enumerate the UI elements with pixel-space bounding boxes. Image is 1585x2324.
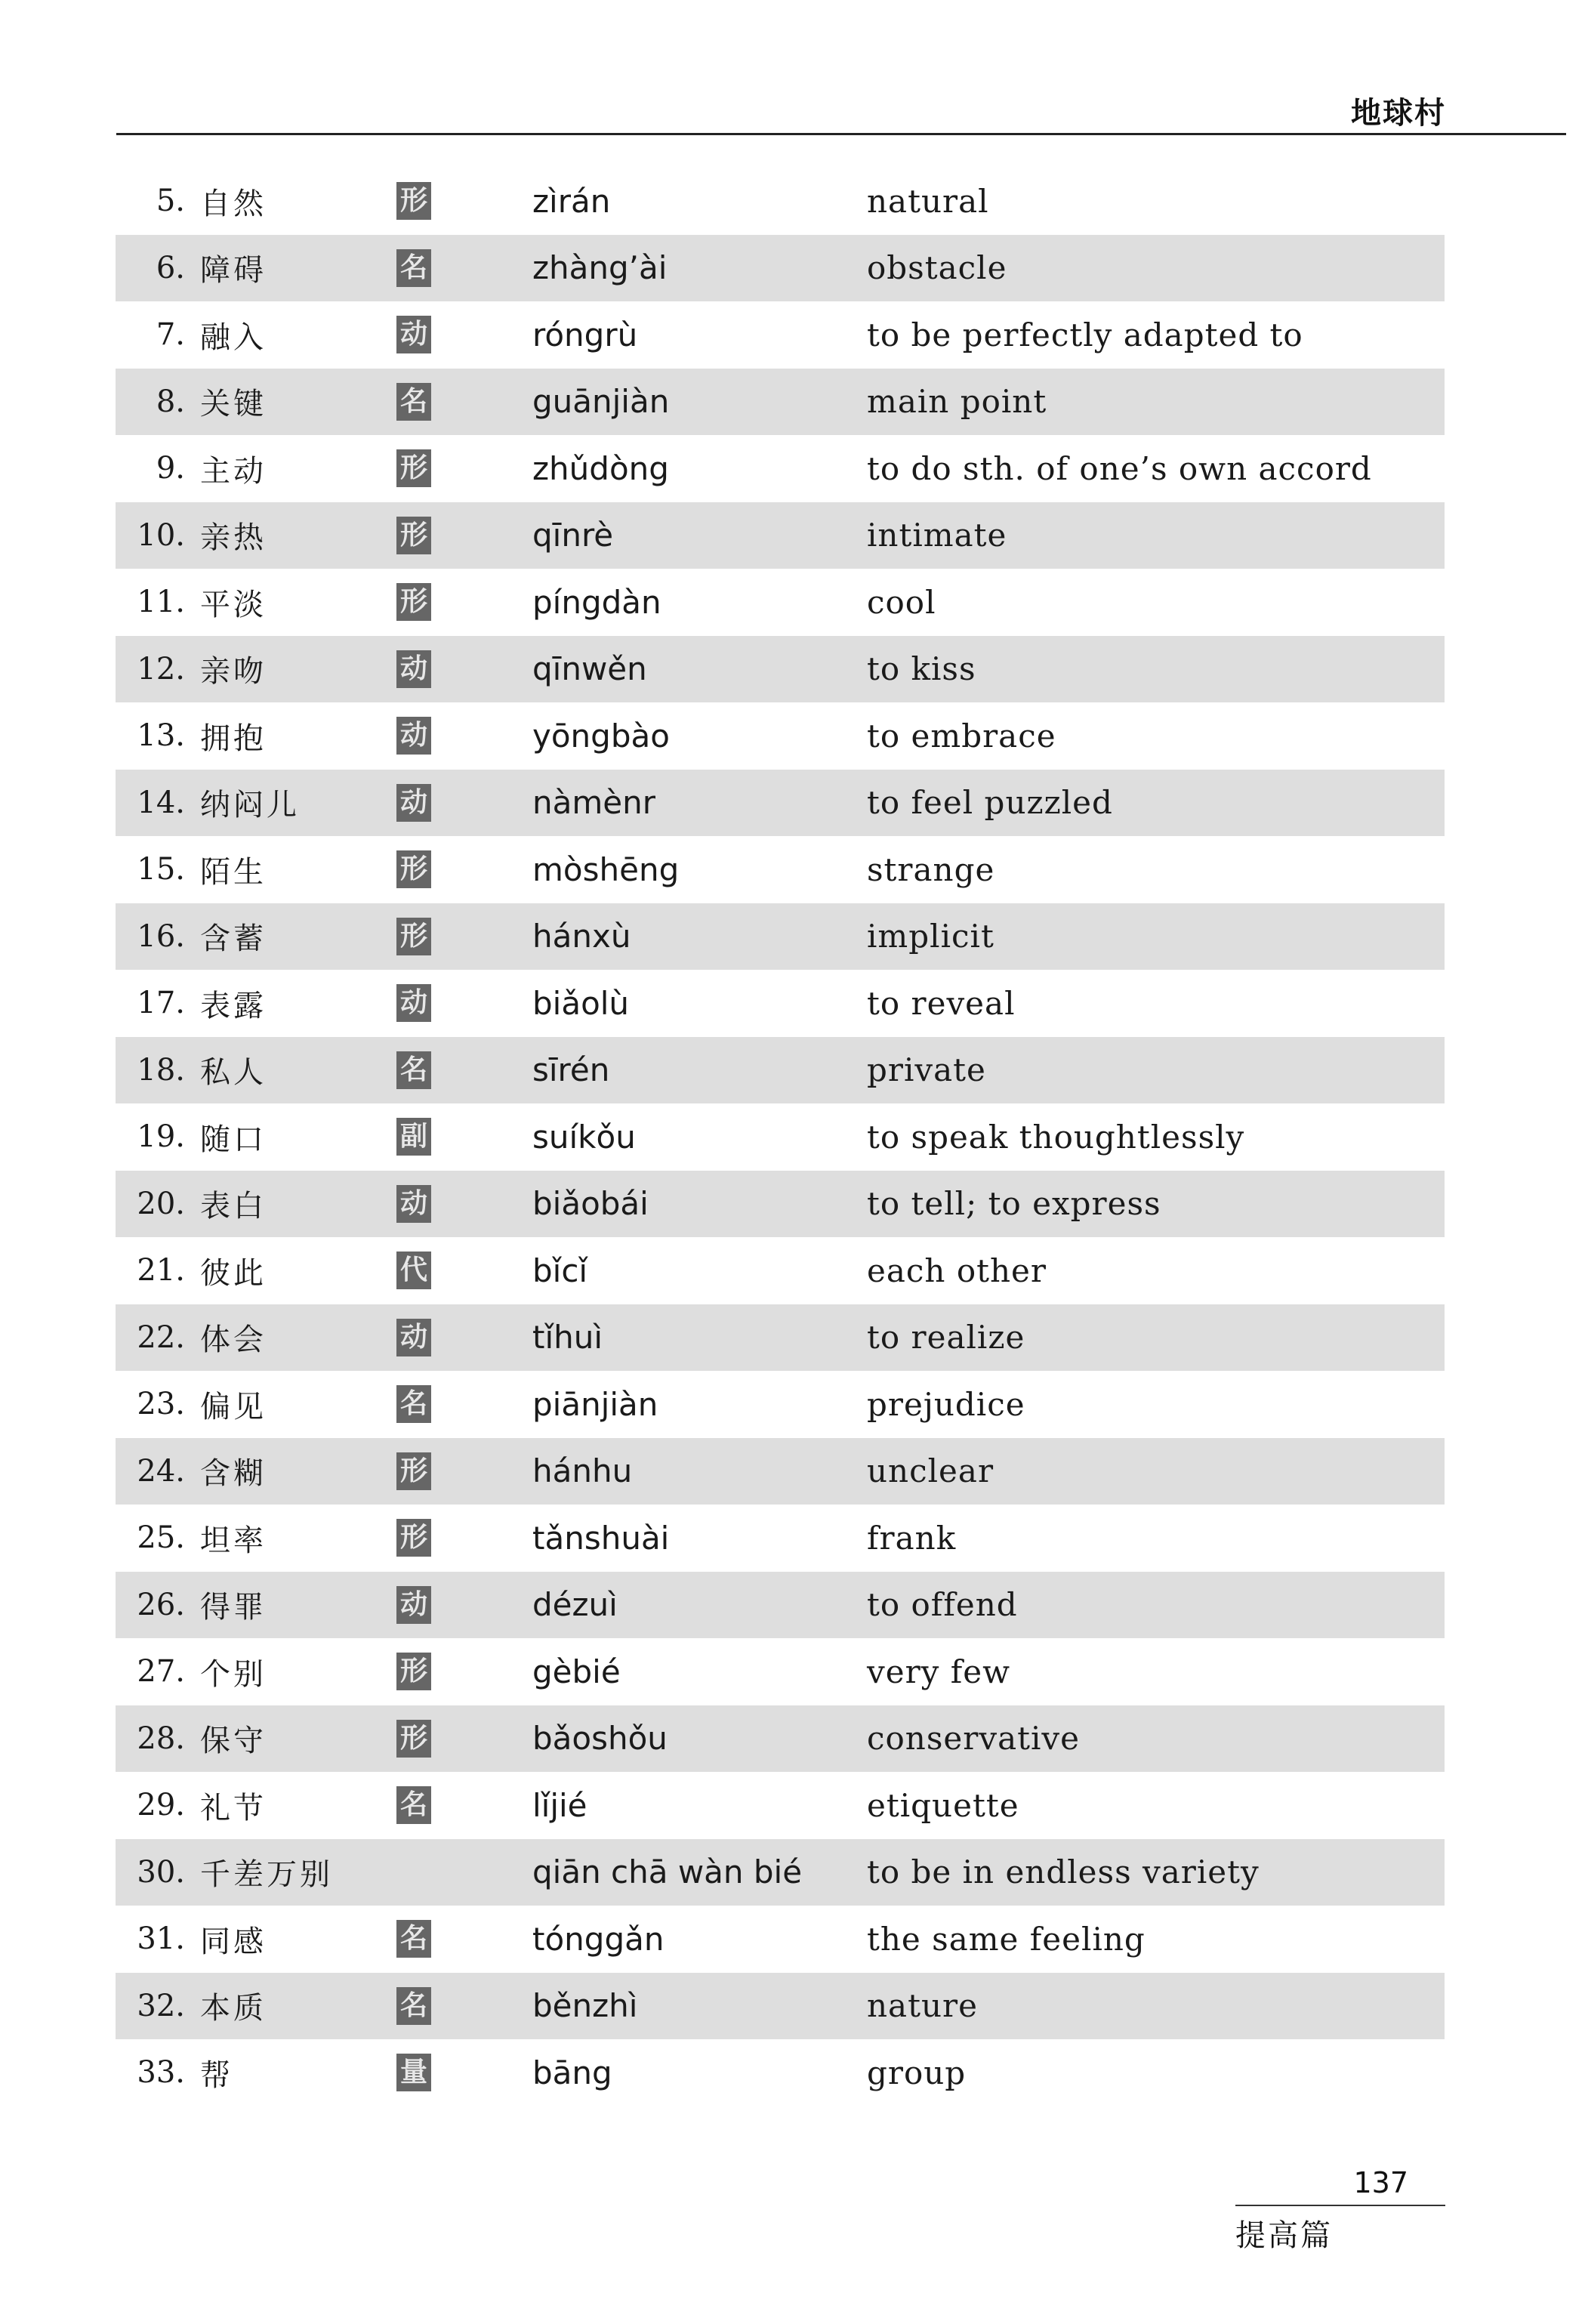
part-of-speech-cell [396, 1438, 431, 1505]
vocab-word: 坦率 [200, 1523, 267, 1558]
part-of-speech-cell [396, 1906, 431, 1973]
part-of-speech-badge: 动 [396, 316, 431, 353]
vocab-word: 偏见 [200, 1389, 267, 1424]
vocab-meaning: cool [867, 583, 936, 621]
vocab-word: 私人 [200, 1055, 267, 1091]
part-of-speech-cell [396, 435, 431, 502]
vocab-number: 25. [137, 1520, 185, 1556]
vocab-word: 含糊 [200, 1456, 267, 1492]
part-of-speech-cell [396, 1505, 431, 1572]
part-of-speech-badge: 动 [396, 717, 431, 755]
vocab-number: 22. [137, 1319, 185, 1355]
vocab-meaning: to offend [867, 1586, 1018, 1624]
vocab-row [116, 1772, 1445, 1839]
vocab-meaning: main point [867, 383, 1047, 421]
part-of-speech-cell [396, 1371, 431, 1438]
vocab-meaning: to realize [867, 1319, 1025, 1356]
vocab-number: 12. [137, 651, 185, 687]
vocab-number: 13. [137, 718, 185, 754]
part-of-speech-cell [396, 2039, 431, 2106]
vocab-number: 18. [137, 1052, 185, 1088]
part-of-speech-cell [396, 1705, 431, 1773]
part-of-speech-badge: 动 [396, 1319, 431, 1356]
part-of-speech-cell [396, 1037, 431, 1104]
vocab-row [116, 2039, 1445, 2106]
vocab-row [116, 569, 1445, 636]
vocab-pinyin: bǐcǐ [532, 1252, 588, 1289]
vocab-meaning: etiquette [867, 1786, 1019, 1824]
vocab-row [116, 369, 1445, 436]
vocab-number: 9. [156, 451, 185, 486]
vocab-number: 10. [137, 517, 185, 553]
part-of-speech-badge: 名 [396, 1385, 431, 1423]
vocab-pinyin: sīrén [532, 1051, 610, 1089]
part-of-speech-badge: 形 [396, 1519, 431, 1557]
vocab-meaning: to embrace [867, 717, 1056, 755]
page-number: 137 [1353, 2166, 1408, 2199]
vocab-number: 30. [137, 1854, 185, 1890]
vocab-meaning: frank [867, 1519, 957, 1557]
part-of-speech-badge: 量 [396, 2054, 431, 2091]
vocab-row [116, 1839, 1445, 1906]
part-of-speech-badge: 形 [396, 1653, 431, 1690]
chapter-title: 地球村 [1351, 96, 1446, 131]
vocab-word: 表白 [200, 1189, 267, 1224]
part-of-speech-badge: 形 [396, 918, 431, 955]
vocab-pinyin: guānjiàn [532, 383, 670, 421]
part-of-speech-badge: 名 [396, 1920, 431, 1958]
vocab-row [116, 770, 1445, 837]
vocab-word: 陌生 [200, 854, 267, 890]
vocab-word: 得罪 [200, 1590, 267, 1625]
part-of-speech-badge: 形 [396, 1452, 431, 1490]
vocab-pinyin: nàmènr [532, 784, 655, 822]
vocab-word: 含蓄 [200, 921, 267, 957]
part-of-speech-badge: 形 [396, 583, 431, 621]
vocab-word: 帮 [200, 2057, 233, 2093]
vocab-meaning: to be in endless variety [867, 1853, 1260, 1891]
vocab-row [116, 636, 1445, 703]
vocab-pinyin: suíkǒu [532, 1118, 636, 1156]
vocab-word: 保守 [200, 1724, 267, 1759]
vocab-pinyin: běnzhì [532, 1987, 638, 2025]
vocab-number: 26. [137, 1587, 185, 1622]
vocab-number: 11. [137, 585, 185, 620]
part-of-speech-cell [396, 970, 431, 1037]
part-of-speech-cell [396, 1839, 431, 1906]
vocab-row [116, 1638, 1445, 1705]
part-of-speech-cell [396, 569, 431, 636]
vocab-row [116, 1237, 1445, 1304]
vocab-pinyin: gèbié [532, 1653, 621, 1690]
part-of-speech-cell [396, 903, 431, 971]
vocab-word: 亲热 [200, 520, 267, 556]
part-of-speech-badge: 名 [396, 383, 431, 421]
vocab-word: 千差万别 [200, 1857, 333, 1893]
vocab-meaning: obstacle [867, 249, 1007, 287]
vocab-number: 7. [156, 317, 185, 353]
vocab-row [116, 1906, 1445, 1973]
vocab-meaning: to kiss [867, 650, 976, 688]
vocab-word: 拥抱 [200, 721, 267, 756]
vocab-number: 24. [137, 1453, 185, 1489]
vocab-meaning: each other [867, 1252, 1047, 1289]
vocab-pinyin: róngrù [532, 316, 638, 353]
vocab-meaning: very few [867, 1653, 1011, 1690]
vocab-number: 21. [137, 1253, 185, 1289]
part-of-speech-cell [396, 1237, 431, 1304]
vocab-meaning: to tell; to express [867, 1185, 1161, 1223]
part-of-speech-badge: 形 [396, 850, 431, 888]
vocab-row [116, 301, 1445, 369]
vocab-meaning: to speak thoughtlessly [867, 1118, 1245, 1156]
vocab-pinyin: hánxù [532, 918, 631, 955]
part-of-speech-badge: 形 [396, 449, 431, 487]
vocab-row [116, 1705, 1445, 1773]
part-of-speech-cell [396, 369, 431, 436]
vocab-number: 14. [137, 785, 185, 820]
vocab-meaning: group [867, 2054, 967, 2091]
vocab-word: 纳闷儿 [200, 788, 300, 823]
vocab-pinyin: hánhu [532, 1452, 633, 1490]
vocab-pinyin: biǎolù [532, 984, 630, 1022]
vocab-pinyin: dézuì [532, 1586, 618, 1624]
part-of-speech-cell [396, 502, 431, 569]
vocabulary-list [116, 168, 1445, 2106]
vocab-number: 19. [137, 1119, 185, 1155]
vocab-meaning: to do sth. of one’s own accord [867, 449, 1372, 487]
vocab-row [116, 435, 1445, 502]
part-of-speech-badge: 名 [396, 249, 431, 287]
vocab-meaning: to be perfectly adapted to [867, 316, 1303, 353]
part-of-speech-badge: 形 [396, 517, 431, 554]
vocab-row [116, 702, 1445, 770]
vocab-row [116, 1171, 1445, 1238]
part-of-speech-cell [396, 1638, 431, 1705]
vocab-meaning: the same feeling [867, 1920, 1146, 1958]
vocab-meaning: intimate [867, 517, 1007, 554]
vocab-pinyin: zìrán [532, 182, 611, 220]
part-of-speech-badge: 形 [396, 1720, 431, 1758]
part-of-speech-cell [396, 1772, 431, 1839]
vocab-row [116, 168, 1445, 235]
vocab-number: 31. [137, 1921, 185, 1957]
vocab-number: 15. [137, 852, 185, 887]
part-of-speech-badge: 名 [396, 1051, 431, 1089]
vocab-pinyin: zhàng’ài [532, 249, 668, 287]
vocab-row [116, 1304, 1445, 1372]
vocab-number: 5. [156, 184, 185, 219]
part-of-speech-badge: 名 [396, 1987, 431, 2025]
vocab-number: 20. [137, 1186, 185, 1221]
part-of-speech-badge: 动 [396, 650, 431, 688]
vocab-row [116, 1037, 1445, 1104]
part-of-speech-badge: 动 [396, 784, 431, 822]
part-of-speech-badge: 副 [396, 1118, 431, 1156]
part-of-speech-badge: 动 [396, 984, 431, 1022]
vocab-pinyin: tǐhuì [532, 1319, 603, 1356]
vocab-meaning: strange [867, 850, 995, 888]
part-of-speech-badge: 名 [396, 1786, 431, 1824]
vocab-word: 表露 [200, 988, 267, 1023]
vocab-number: 27. [137, 1654, 185, 1690]
part-of-speech-cell [396, 1572, 431, 1639]
vocab-number: 8. [156, 384, 185, 419]
vocab-meaning: conservative [867, 1720, 1081, 1758]
vocab-meaning: unclear [867, 1452, 994, 1490]
vocab-word: 自然 [200, 186, 267, 221]
vocab-pinyin: qiān chā wàn bié [532, 1853, 803, 1891]
vocab-word: 彼此 [200, 1255, 267, 1291]
part-of-speech-badge: 动 [396, 1185, 431, 1223]
part-of-speech-cell [396, 168, 431, 235]
part-of-speech-badge: 形 [396, 182, 431, 220]
vocab-meaning: to feel puzzled [867, 784, 1113, 822]
part-of-speech-cell [396, 1103, 431, 1171]
part-of-speech-cell [396, 301, 431, 369]
part-of-speech-cell [396, 1171, 431, 1238]
vocab-meaning: natural [867, 182, 989, 220]
vocab-pinyin: bāng [532, 2054, 612, 2091]
part-of-speech-badge: 代 [396, 1252, 431, 1289]
vocab-row [116, 502, 1445, 569]
vocab-word: 个别 [200, 1656, 267, 1692]
vocab-pinyin: yōngbào [532, 717, 670, 755]
vocab-word: 亲吻 [200, 654, 267, 690]
part-of-speech-cell [396, 636, 431, 703]
header-divider [116, 133, 1566, 135]
vocab-pinyin: píngdàn [532, 583, 661, 621]
vocab-pinyin: biǎobái [532, 1185, 649, 1223]
vocab-row [116, 1505, 1445, 1572]
vocab-word: 障碍 [200, 253, 267, 289]
vocab-word: 融入 [200, 319, 267, 355]
vocab-row [116, 1438, 1445, 1505]
vocab-pinyin: zhǔdòng [532, 449, 669, 487]
vocab-word: 体会 [200, 1322, 267, 1358]
part-of-speech-cell [396, 235, 431, 302]
vocab-word: 随口 [200, 1122, 267, 1157]
part-of-speech-cell [396, 836, 431, 903]
vocab-word: 同感 [200, 1924, 267, 1959]
vocab-number: 32. [137, 1988, 185, 2023]
part-of-speech-cell [396, 1973, 431, 2040]
part-of-speech-cell [396, 1304, 431, 1372]
vocab-pinyin: lǐjié [532, 1786, 587, 1824]
part-of-speech-badge: 动 [396, 1586, 431, 1624]
vocab-word: 本质 [200, 1991, 267, 2026]
vocab-meaning: prejudice [867, 1385, 1025, 1423]
book-section-title: 提高篇 [1235, 2218, 1333, 2253]
vocab-row [116, 1572, 1445, 1639]
vocab-pinyin: tǎnshuài [532, 1519, 670, 1557]
part-of-speech-cell [396, 770, 431, 837]
vocab-meaning: implicit [867, 918, 994, 955]
part-of-speech-cell [396, 702, 431, 770]
vocab-row [116, 1371, 1445, 1438]
vocab-pinyin: qīnrè [532, 517, 614, 554]
vocab-row [116, 836, 1445, 903]
vocab-number: 33. [137, 2055, 185, 2091]
vocab-number: 6. [156, 250, 185, 285]
vocab-meaning: nature [867, 1987, 978, 2025]
vocab-pinyin: piānjiàn [532, 1385, 658, 1423]
vocab-number: 23. [137, 1387, 185, 1422]
vocab-number: 16. [137, 918, 185, 954]
vocab-number: 17. [137, 986, 185, 1021]
vocab-meaning: private [867, 1051, 986, 1089]
vocab-word: 主动 [200, 453, 267, 489]
vocab-word: 平淡 [200, 587, 267, 622]
vocab-word: 关键 [200, 387, 267, 422]
vocab-pinyin: bǎoshǒu [532, 1720, 668, 1758]
vocab-row [116, 1973, 1445, 2040]
vocab-pinyin: mòshēng [532, 850, 680, 888]
vocab-pinyin: tónggǎn [532, 1920, 665, 1958]
vocab-word: 礼节 [200, 1790, 267, 1826]
vocab-number: 29. [137, 1788, 185, 1823]
vocab-pinyin: qīnwěn [532, 650, 647, 688]
vocab-meaning: to reveal [867, 984, 1016, 1022]
footer-divider [1235, 2205, 1445, 2206]
vocab-row [116, 1103, 1445, 1171]
vocab-row [116, 970, 1445, 1037]
vocab-number: 28. [137, 1721, 185, 1756]
vocab-row [116, 235, 1445, 302]
vocab-row [116, 903, 1445, 971]
